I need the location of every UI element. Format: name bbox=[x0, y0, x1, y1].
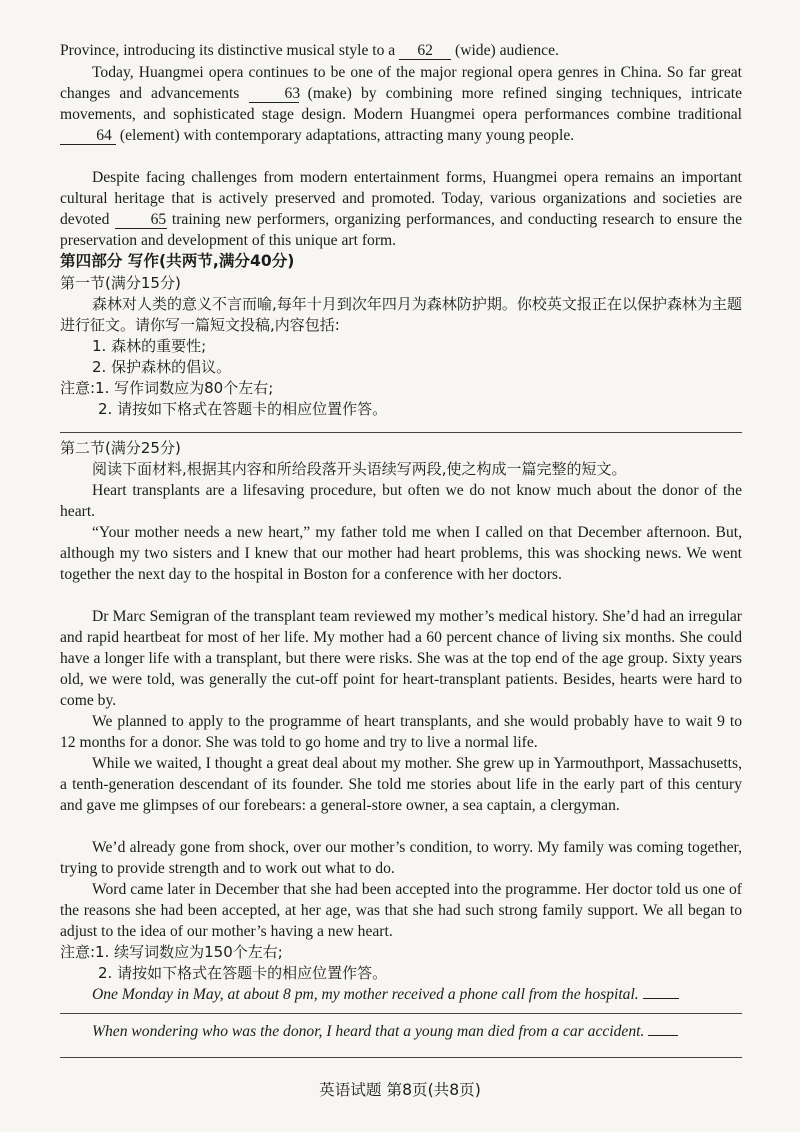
story-paragraph-6: We’d already gone from shock, over our mother’s condition, to worry. My family was coming together, trying to provide strength and to work out what to do. bbox=[60, 839, 742, 877]
passage-paragraph-2 bbox=[60, 62, 742, 146]
answer-line[interactable] bbox=[60, 1057, 742, 1058]
text-fragment: Today, Huangmei opera continues to be one of the major regional opera genres in China. So far great changes and advancements bbox=[60, 64, 742, 102]
text-fragment: Province, introducing its distinctive musical style to a bbox=[60, 42, 400, 59]
opener-text: One Monday in May, at about 8 pm, my mother received a phone call from the hospital. bbox=[92, 986, 639, 1003]
page-footer: 英语试题 第8页(共8页) bbox=[319, 1081, 481, 1099]
section2-note-1: 注意:1. 续写词数应为150个左右; bbox=[60, 943, 283, 961]
passage-line-1 bbox=[60, 40, 742, 61]
section2-note-2: 2. 请按如下格式在答题卡的相应位置作答。 bbox=[98, 964, 388, 982]
blank-65[interactable]: 65 bbox=[115, 211, 167, 229]
section2-prompt: 阅读下面材料,根据其内容和所给段落开头语续写两段,使之构成一篇完整的短文。 bbox=[92, 460, 627, 478]
section1-note-1: 注意:1. 写作词数应为80个左右; bbox=[60, 379, 274, 397]
story-paragraph-5: While we waited, I thought a great deal about my mother. She grew up in Yarmouthport, Massachusetts, a tenth-generation descendant of its founder. She told me stories about life in the early part of this century and gave me glimpses of our forebears: a general-store owner, a sea captain, a clergyman. bbox=[60, 755, 742, 814]
continuation-opener-1 bbox=[60, 984, 742, 1005]
blank-62[interactable]: 62 bbox=[399, 42, 451, 60]
answer-line bbox=[60, 432, 742, 433]
section1-item-1: 1. 森林的重要性; bbox=[92, 337, 207, 355]
blank-64[interactable]: 64 bbox=[60, 127, 116, 145]
text-fragment: (wide) audience. bbox=[451, 42, 559, 59]
continuation-opener-2 bbox=[60, 1021, 742, 1042]
text-fragment: training new performers, organizing performances, and conducting research to ensure the preservation and development of this unique art form. bbox=[60, 211, 742, 249]
part4-title: 第四部分 写作(共两节,满分40分) bbox=[60, 252, 295, 270]
blank-63[interactable]: 63 bbox=[249, 85, 299, 103]
story-paragraph-1: Heart transplants are a lifesaving procedure, but often we do not know much about the donor of the heart. bbox=[60, 482, 742, 520]
answer-blank[interactable] bbox=[643, 998, 679, 999]
answer-line[interactable] bbox=[60, 1013, 742, 1014]
story-paragraph-7: Word came later in December that she had been accepted into the programme. Her doctor told us one of the reasons she had been accepted, at her age, was that she had such strong family support. We all began to adjust to the idea of our mother’s having a new heart. bbox=[60, 881, 742, 940]
section2-title: 第二节(满分25分) bbox=[60, 439, 181, 457]
passage-paragraph-3 bbox=[60, 167, 742, 251]
story-paragraph-4: We planned to apply to the programme of heart transplants, and she would probably have to wait 9 to 12 months for a donor. She was told to go home and try to live a normal life. bbox=[60, 713, 742, 751]
opener-text: When wondering who was the donor, I heard that a young man died from a car accident. bbox=[92, 1023, 645, 1040]
story-paragraph-3: Dr Marc Semigran of the transplant team reviewed my mother’s medical history. She’d had an irregular and rapid heartbeat for most of her life. My mother had a 60 percent chance of living six months. She could have a longer life with a transplant, but there were risks. She was at the top end of the age group. Sixty years old, we were told, was generally the cut-off point for heart-transplant patients. Besides, hearts were hard to come by. bbox=[60, 608, 742, 709]
text-fragment: (element) with contemporary adaptations, attracting many young people. bbox=[116, 127, 575, 144]
text-fragment: (make) by combining more refined singing techniques, intricate movements, and sophisticated stage design. Modern Huangmei opera performances combine traditional bbox=[60, 85, 742, 123]
section1-note-2: 2. 请按如下格式在答题卡的相应位置作答。 bbox=[98, 400, 388, 418]
section1-title: 第一节(满分15分) bbox=[60, 274, 181, 292]
answer-blank[interactable] bbox=[648, 1035, 678, 1036]
section1-item-2: 2. 保护森林的倡议。 bbox=[92, 358, 232, 376]
story-paragraph-2: “Your mother needs a new heart,” my father told me when I called on that December afternoon. But, although my two sisters and I knew that our mother had heart problems, this was shocking news. We went together the next day to the hospital in Boston for a conference with her doctors. bbox=[60, 524, 742, 583]
text-fragment: Despite facing challenges from modern entertainment forms, Huangmei opera remains an important cultural heritage that is actively preserved and promoted. Today, various organizations and societies are devoted bbox=[60, 169, 742, 228]
section1-prompt: 森林对人类的意义不言而喻,每年十月到次年四月为森林防护期。你校英文报正在以保护森林为主题进行征文。请你写一篇短文投稿,内容包括: bbox=[60, 295, 742, 334]
